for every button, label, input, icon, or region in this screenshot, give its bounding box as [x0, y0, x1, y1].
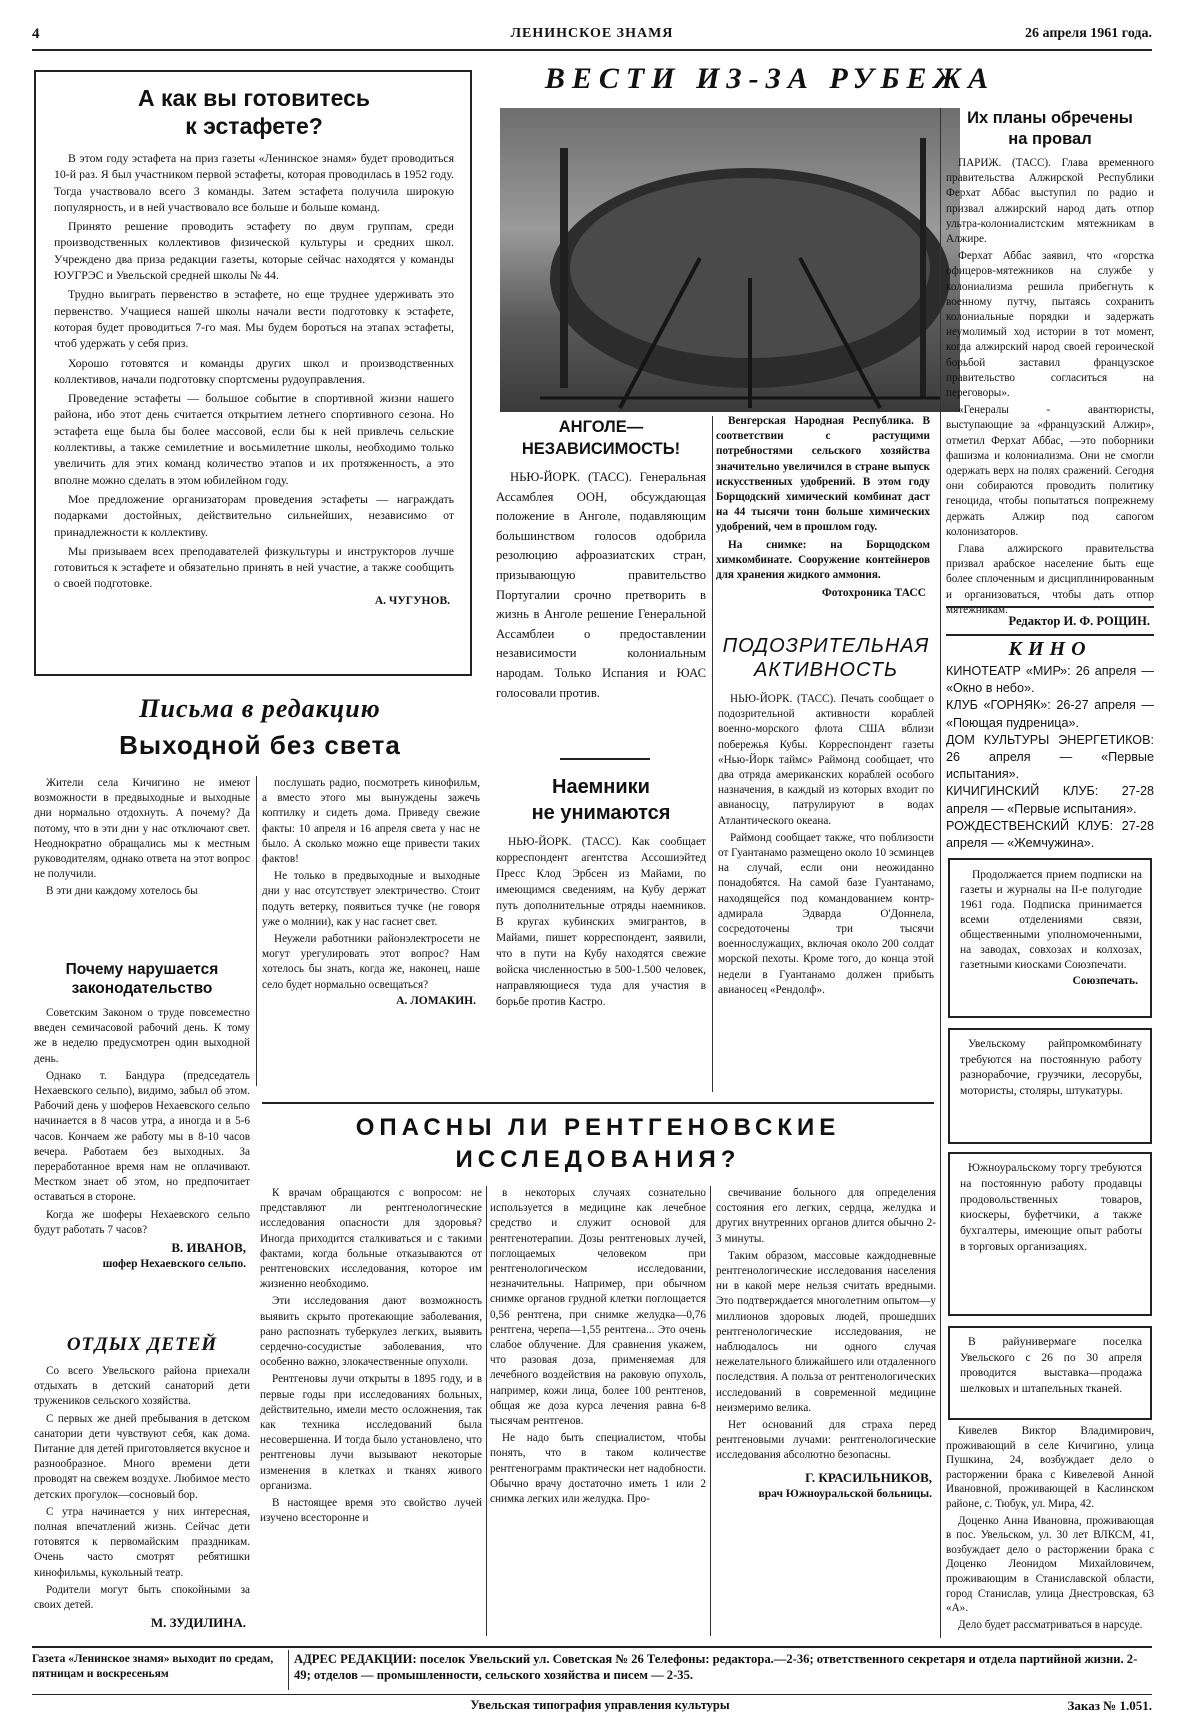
column-rule: [712, 416, 713, 1092]
kino-line: КИНОТЕАТР «МИР»: 26 апреля — «Окно в небо».: [946, 664, 1154, 696]
divorce-note: Дело будет рассматриваться в нарсуде.: [958, 1618, 1143, 1631]
plans-title: Их планы обречены на провал: [967, 109, 1133, 148]
footer-rule: [32, 1694, 1152, 1695]
relay-title: А как вы готовитесь к эстафете?: [137, 85, 371, 139]
xray-paragraph: в некоторых случаях сознательно используется в медицине как лечебное средство и служит основой для рентгенотерапии. Дозы рентгеновых лучей, поглощаемых человеком при рентгенологическом исследовании, незначительны. Например, при обычном снимке органов грудной клетки поглощается 0,56 рентгена, при снимке желудка—0,76 рентгена, черепа—1,55 рентгена... Это очень слабое облучение. Для сравнения укажем, что разовая доза, применяемая для лечебного воздействия на раковую опухоль, например, кожи лица, более 100 рентгенов, общая же доза курса лечения равна 6-8 тысячам рентгенов.: [490, 1187, 706, 1428]
law-signature: В. ИВАНОВ,: [171, 1240, 246, 1256]
angola-article: [496, 416, 706, 744]
xray-title: ОПАСНЫ ЛИ РЕНТГЕНОВСКИЕ ИССЛЕДОВАНИЯ?: [355, 1114, 841, 1173]
chemical-plant-photo: [500, 108, 960, 412]
footer-address: АДРЕС РЕДАКЦИИ: поселок Увельский ул. Советская № 26 Телефоны: редактора.—2-36; ответственного секретаря и отдела партийной жизни. 2-49; отделов — промышленности, сельского хозяйства и писем — 2-35.: [294, 1652, 1138, 1682]
kino-listing: [946, 638, 1154, 852]
relay-paragraph: Мое предложение организаторам проведения эстафеты — награждать подарками достойных, действительно сильнейших, независимо от принадлежности к коллективу.: [54, 491, 454, 539]
xray-col1: [260, 1186, 482, 1638]
ad-torg: [948, 1152, 1152, 1316]
column-rule: [256, 776, 257, 1086]
divorce-notice: Доценко Анна Ивановна, проживающая в пос. Увельском, ул. 30 лет ВЛКСМ, 41, возбуждает дело о расторжении брака с Доценко Леонидом Михайловичем, проживающим в Станиславской области, город Станислав, улица Днестровская, 63 «А».: [946, 1514, 1154, 1615]
xray-top-rule: [262, 1102, 934, 1104]
law-article: [34, 958, 250, 1330]
column-rule: [940, 108, 941, 1638]
xray-paragraph: Нет оснований для страха перед рентгеновыми лучами: рентгенологические исследования абсолютно безопасны.: [716, 1419, 936, 1462]
plans-paragraph: ПАРИЖ. (ТАСС). Глава временного правительства Алжирской Республики Ферхат Аббас выступил по радио и призвал алжирский народ дать отпор ультра-колониалистским мятежникам в Алжире.: [946, 157, 1154, 246]
footer-rule: [32, 1646, 1152, 1648]
plans-paragraph: Ферхат Аббас заявил, что «горстка офицеров-мятежников на службе у колониализма решила прибегнуть к военному путчу, пытаясь сохранить колониальные порядки и задержать неумолимый ход истории в тот момент, когда алжирский народ своей героической борьбой заставил французское правительство согласиться на переговоры».: [946, 250, 1154, 400]
suspicious-title: ПОДОЗРИТЕЛЬНАЯ АКТИВНОСТЬ: [722, 635, 930, 681]
divorce-notices: [946, 1424, 1154, 1640]
law-signature-role: шофер Нехаевского сельпо.: [102, 1258, 246, 1271]
mercenaries-article: [496, 774, 706, 1094]
angola-title: АНГОЛЕ— НЕЗАВИСИМОСТЬ!: [521, 418, 681, 458]
ad-text: Южноуральскому торгу требуются на постоянную работу продавцы продовольственных товаров, киоскеры, буфетчики, а также бухгалтеры, имеющие опыт работы в торговых организациях.: [960, 1161, 1142, 1253]
letters-paragraph: Не только в предвыходные и выходные дни у нас отсутствует электричество. Стоит подуть ветерку, появиться тучке (не говоря уже о молнии), как у нас гаснет свет.: [262, 870, 480, 928]
suspicious-article: [718, 628, 934, 1088]
children-title: ОТДЫХ ДЕТЕЙ: [66, 1334, 218, 1355]
xray-col3: [716, 1186, 936, 1638]
xray-paragraph: Таким образом, массовые каждодневные рентгенологические исследования населения ни в какой мере нельзя считать вредными. Это подтверждается многолетним опытом—у миллионов здоровых людей, прошедших рентгенологические исследования, не наблюдалось ни одного случая нежелательного ближайшего или отдаленного последствия. А польза от рентгенологических исследований в современной медицине неизмеримо велика.: [716, 1249, 936, 1414]
mercenaries-text: НЬЮ-ЙОРК. (ТАСС). Как сообщает корреспондент агентства Ассошиэйтед Пресс Клод Эрбсен из Майами, по имеющимся сведениям, на Кубу держат путь дополнительные отряды наемников. В кругах кубинских эмигрантов, в Майами, пишет корреспондент, заявили, что в пути на Кубу находятся свежие войска численностью в 500-1.500 человек, направляющиеся туда для участия в борьбе против Кастро.: [496, 836, 706, 1008]
plans-paragraph: Глава алжирского правительства призвал арабское население быть еще более сплоченным и дисциплинированным и организоваться, чтобы дать отпор мятежникам.: [946, 543, 1154, 616]
letters-paragraph: Неужели работники районэлектросети не могут урегулировать этот вопрос? Нам хотелось бы знать, когда же, наконец, наше село будет нормально освещаться?: [262, 933, 480, 991]
xray-signature: Г. КРАСИЛЬНИКОВ,: [805, 1469, 932, 1485]
law-title: Почему нарушается законодательство: [65, 961, 219, 997]
xray-col2: [490, 1186, 706, 1638]
editor-line: Редактор И. Ф. РОЩИН.: [1008, 614, 1150, 628]
relay-paragraph: Мы призываем всех преподавателей физкультуры и инструкторов лучше готовиться к эстафете и обязательно принять в ней участие, а также сообщить о своей подготовке.: [54, 543, 454, 591]
photo-caption-paragraph: Венгерская Народная Республика. В соответствии с растущими потребностями сельского хозяйства значительно увеличился в стране выпуск искусственных удобрений. В этом году Борщодский химический комбинат даст на 44 тысячи тонн больше химических удобрений, чем в прошлом году.: [716, 415, 930, 534]
suspicious-paragraph: Раймонд сообщает также, что поблизости от Гуантанамо размещено около 10 эсминцев на случай, если они неожиданно понадобятся. На самой базе Гуантанамо, находящейся под командованием контр-адмирала Эдварда О'Доннела, сосредоточены три тысячи военнослужащих, включая около 200 солдат морской пехоты. Кроме того, до конца этой недели в Гуантанамо должен прибыть авианосец «Рендолф».: [718, 831, 934, 996]
xray-paragraph: Рентгеновы лучи открыты в 1895 году, и в первые годы при исследованиях больных, действительно, имели место осложнения, так как техника исследований была несовершенна. И тогда было установлено, что рентгеновы лучи вызывают некоторые изменения в клетках и тканях живого организма.: [260, 1373, 482, 1492]
letters-col1: [34, 776, 250, 946]
letters-paragraph: В эти дни каждому хотелось бы: [46, 885, 198, 898]
xray-paragraph: Не надо быть специалистом, чтобы понять, что в таком количестве рентгенограмм практически нет надобности. Обычно врачу достаточно иметь 1 или 2 снимка легких или желудка. Про-: [490, 1432, 706, 1506]
plans-article: [946, 108, 1154, 618]
issue-date: 26 апреля 1961 года.: [1025, 26, 1152, 41]
ad-text: Увельскому райпромкомбинату требуются на постоянную работу разнорабочие, грузчики, лесорубы, мотористы, столяры, штукатуры.: [960, 1037, 1142, 1097]
footer-published: Газета «Ленинское знамя» выходит по средам, пятницам и воскресеньям: [32, 1653, 274, 1680]
footer-order: Заказ № 1.051.: [1067, 1698, 1152, 1713]
children-article: [34, 1330, 250, 1642]
editor-rule: [946, 634, 1154, 636]
column-rule: [710, 1186, 711, 1636]
page-header: [32, 24, 1152, 48]
plans-paragraph: «Генералы - авантюристы, выступающие за «французский Алжир», отметил Ферхат Аббас, —это поборники фашизма и колониализма. Они не смогли одержать верх на полях сражений. Сегодня они собираются проводить политику геноцида, чтобы попытаться попрежнему держать Алжир под сапогом колонизаторов.: [946, 404, 1154, 538]
relay-paragraph: В этом году эстафета на приз газеты «Ленинское знамя» будет проводиться 10-й раз. Я был участником первой эстафеты, которая проводилась в 1952 году. Тогда участвовало всего 3 команды. Затем эстафета получила широкую популярность, и в ней участвовало все больше и больше команд.: [54, 151, 454, 214]
subscription-notice: [948, 858, 1152, 1018]
relay-article: [34, 70, 472, 676]
letters-rubric: Письма в редакцию: [139, 694, 381, 723]
children-paragraph: С утра начинается у них интересная, полная впечатлений жизнь. Сейчас дети готовятся к первомайским праздникам. Очень часто смотрят ребятишки кинофильмы, кукольный театр.: [34, 1505, 250, 1579]
relay-paragraph: Проведение эстафеты — большое событие в спортивной жизни нашего района, ибо этот день считается открытием летнего спортивного сезона. Но эстафета еще была бы более массовой, если бы к ней привлечь сельские коллективы, а также семилетние и восьмилетние школы, необходимо только увеличить для этих команд количество этапов и их протяженность, а это вполне можно сделать в этом юбилейном году.: [54, 391, 454, 487]
ad-raipromkombinat: [948, 1028, 1152, 1144]
letters-col2: [262, 776, 480, 1090]
letters-signature: А. ЛОМАКИН.: [396, 994, 476, 1007]
law-paragraph: Советским Законом о труде повсеместно введен семичасовой рабочий день. К тому же в неделю предусмотрен один выходной день.: [34, 1007, 250, 1065]
photo-illustration: [500, 108, 960, 412]
photo-caption: [716, 414, 930, 616]
paper-name: ЛЕНИНСКОЕ ЗНАМЯ: [510, 26, 674, 41]
mercenaries-title: Наемники не унимаются: [531, 776, 671, 824]
xray-signature-role: врач Южноуральской больницы.: [758, 1487, 932, 1500]
xray-paragraph: В настоящее время это свойство лучей изучено всесторонне и: [260, 1497, 482, 1525]
xray-paragraph: Эти исследования дают возможность выявить скрыто протекающие заболевания, рано распознать туберкулез легких, выявить сердечно-сосудистые заболевания, что особенно важно, злокачественные опухоли.: [260, 1295, 482, 1369]
abroad-heading: ВЕСТИ ИЗ-ЗА РУБЕЖА: [544, 62, 996, 95]
ad-univermag: [948, 1326, 1152, 1420]
suspicious-paragraph: НЬЮ-ЙОРК. (ТАСС). Печать сообщает о подозрительной активности кораблей военно-морского флота США вблизи побережья Кубы. Корреспондент газеты «Нью-Йорк таймс» Раймонд сообщает, что два отряда американских кораблей особого назначения, в каждый из которых входит по авианосцу, патрулируют в водах Атлантического океана.: [718, 693, 934, 827]
xray-paragraph: К врачам обращаются с вопросом: не представляют ли рентгенологические исследования опасности для здоровья? Иногда приходится сталкиваться и с такими фактами, когда больные отказываются от рентгеновских исследования, которое им жизненно необходимо.: [260, 1187, 482, 1291]
ad-text: В райунивермаге поселка Увельского с 26 по 30 апреля проводится выставка—продажа шелковых и штапельных тканей.: [960, 1335, 1142, 1395]
children-paragraph: Родители могут быть спокойными за своих детей.: [34, 1583, 250, 1612]
header-rule: [32, 49, 1152, 51]
photo-credit: Фотохроника ТАСС: [821, 587, 926, 600]
photo-caption-paragraph: На снимке: на Борщодском химкомбинате. Сооружение контейнеров для хранения жидкого аммония.: [716, 538, 930, 582]
xray-paragraph: свечивание больного для определения состояния его легких, сердца, желудка и других внутренних органов длится обычно 2-3 минуты.: [716, 1187, 936, 1245]
letters-paragraph: послушать радио, посмотреть кинофильм, а вместо этого мы вынуждены зажечь коптилку и сидеть дома. Приведу свежие факты: 10 апреля и 16 апреля света у нас не было. А сколько можно еще привести таких фактов!: [262, 777, 480, 866]
divorce-notice: Кивелев Виктор Владимирович, проживающий в селе Кичигино, улица Пушкина, 24, возбуждает дело о расторжении брака с Кивелевой Анной Ивановной, проживающей в Каслинском районе, с. Тюбук, ул. Мира, 42.: [946, 1425, 1154, 1510]
relay-paragraph: Трудно выиграть первенство в эстафете, но еще труднее удерживать это первенство. Учащиеся нашей школы начали вести подготовку к эстафете, которая будет проводиться 7-го мая. Мы будем бороться на этапах эстафеты, чтоб удержать у себя приз.: [54, 287, 454, 351]
section-rule: [560, 758, 650, 760]
subscription-text: Продолжается прием подписки на газеты и журналы на II-е полугодие 1961 года. Подписка принимается всеми отделениями связи, общественными уполномоченными, на заводах, совхозах и колхозах, газетными киосками Союзпечати.: [960, 869, 1142, 971]
subscription-signature: Союзпечать.: [1072, 975, 1138, 987]
footer-printer: Увельская типография управления культуры: [470, 1698, 730, 1712]
children-signature: М. ЗУДИЛИНА.: [150, 1615, 246, 1631]
kino-line: КЛУБ «ГОРНЯК»: 26-27 апреля — «Поющая пудреница».: [946, 698, 1154, 730]
relay-paragraph: Принято решение проводить эстафету по двум группам, среди производственных коллективов физической культуры и средних школ. Учреждено два приза редакции газеты, которые сейчас находятся у команды ЮУГРЭС и Увельской средней школы № 44.: [54, 219, 454, 283]
footer-rule-vertical: [288, 1650, 289, 1690]
letters-title: Выходной без света: [119, 730, 401, 760]
children-paragraph: Со всего Увельского района приехали отдыхать в детский санаторий дети тружеников сельского хозяйства.: [34, 1365, 250, 1408]
kino-line: ДОМ КУЛЬТУРЫ ЭНЕРГЕТИКОВ: 26 апреля — «Первые испытания».: [946, 732, 1154, 782]
law-paragraph: Когда же шоферы Нехаевского сельпо будут работать 7 часов?: [34, 1208, 250, 1236]
letters-paragraph: Жители села Кичигино не имеют возможности в предвыходные и выходные дни нормально отдохнуть. А почему? Да потому, что в эти дни у нас отключают свет. Неоднократно обращались мы к местным руководителям, однако ответа на этот вопрос не получили.: [34, 777, 250, 881]
page-number: 4: [32, 26, 40, 42]
kino-title: КИНО: [1008, 638, 1092, 660]
law-paragraph: Однако т. Бандура (председатель Нехаевского сельпо), видимо, забыл об этом. Рабочий день у шоферов Нехаевского сельпо начинается в 8 часов утра, а иногда и в 5-6 часов. Кончаем же работу мы в 8-10 часов вечера. Работаем без выходных. За переработанное время нам не оплачивают. Местком знает об этом, но предпочитает оставаться в стороне.: [34, 1069, 250, 1204]
column-rule: [486, 1186, 487, 1636]
kino-line: КИЧИГИНСКИЙ КЛУБ: 27-28 апреля — «Первые испытания».: [946, 784, 1154, 816]
relay-signature: А. ЧУГУНОВ.: [374, 594, 450, 607]
kino-line: РОЖДЕСТВЕНСКИЙ КЛУБ: 27-28 апреля — «Жемчужина».: [946, 818, 1154, 851]
editor-rule: [946, 606, 1154, 608]
relay-paragraph: Хорошо готовятся и команды других школ и производственных коллективов, начали подготовку спортсмены рудоуправления.: [54, 355, 454, 386]
children-paragraph: С первых же дней пребывания в детском санатории дети чувствуют себя, как дома. Питание для детей приготовляется вкусное и разнообразное. Много времени дети проводят на свежем воздухе. Любимое место детских прогулок—сосновый бор.: [34, 1412, 250, 1501]
angola-text: НЬЮ-ЙОРК. (ТАСС). Генеральная Ассамблея ООН, обсуждающая положение в Анголе, подавляющим большинством голосов одобрила резолюцию афроазиатских стран, призывающую правительство Португалии срочно претворить в жизнь в Анголе решение Генеральной Ассамблеи о предоставлении независимости колониальным народам. Только Испания и ЮАС голосовали против.: [496, 470, 706, 700]
